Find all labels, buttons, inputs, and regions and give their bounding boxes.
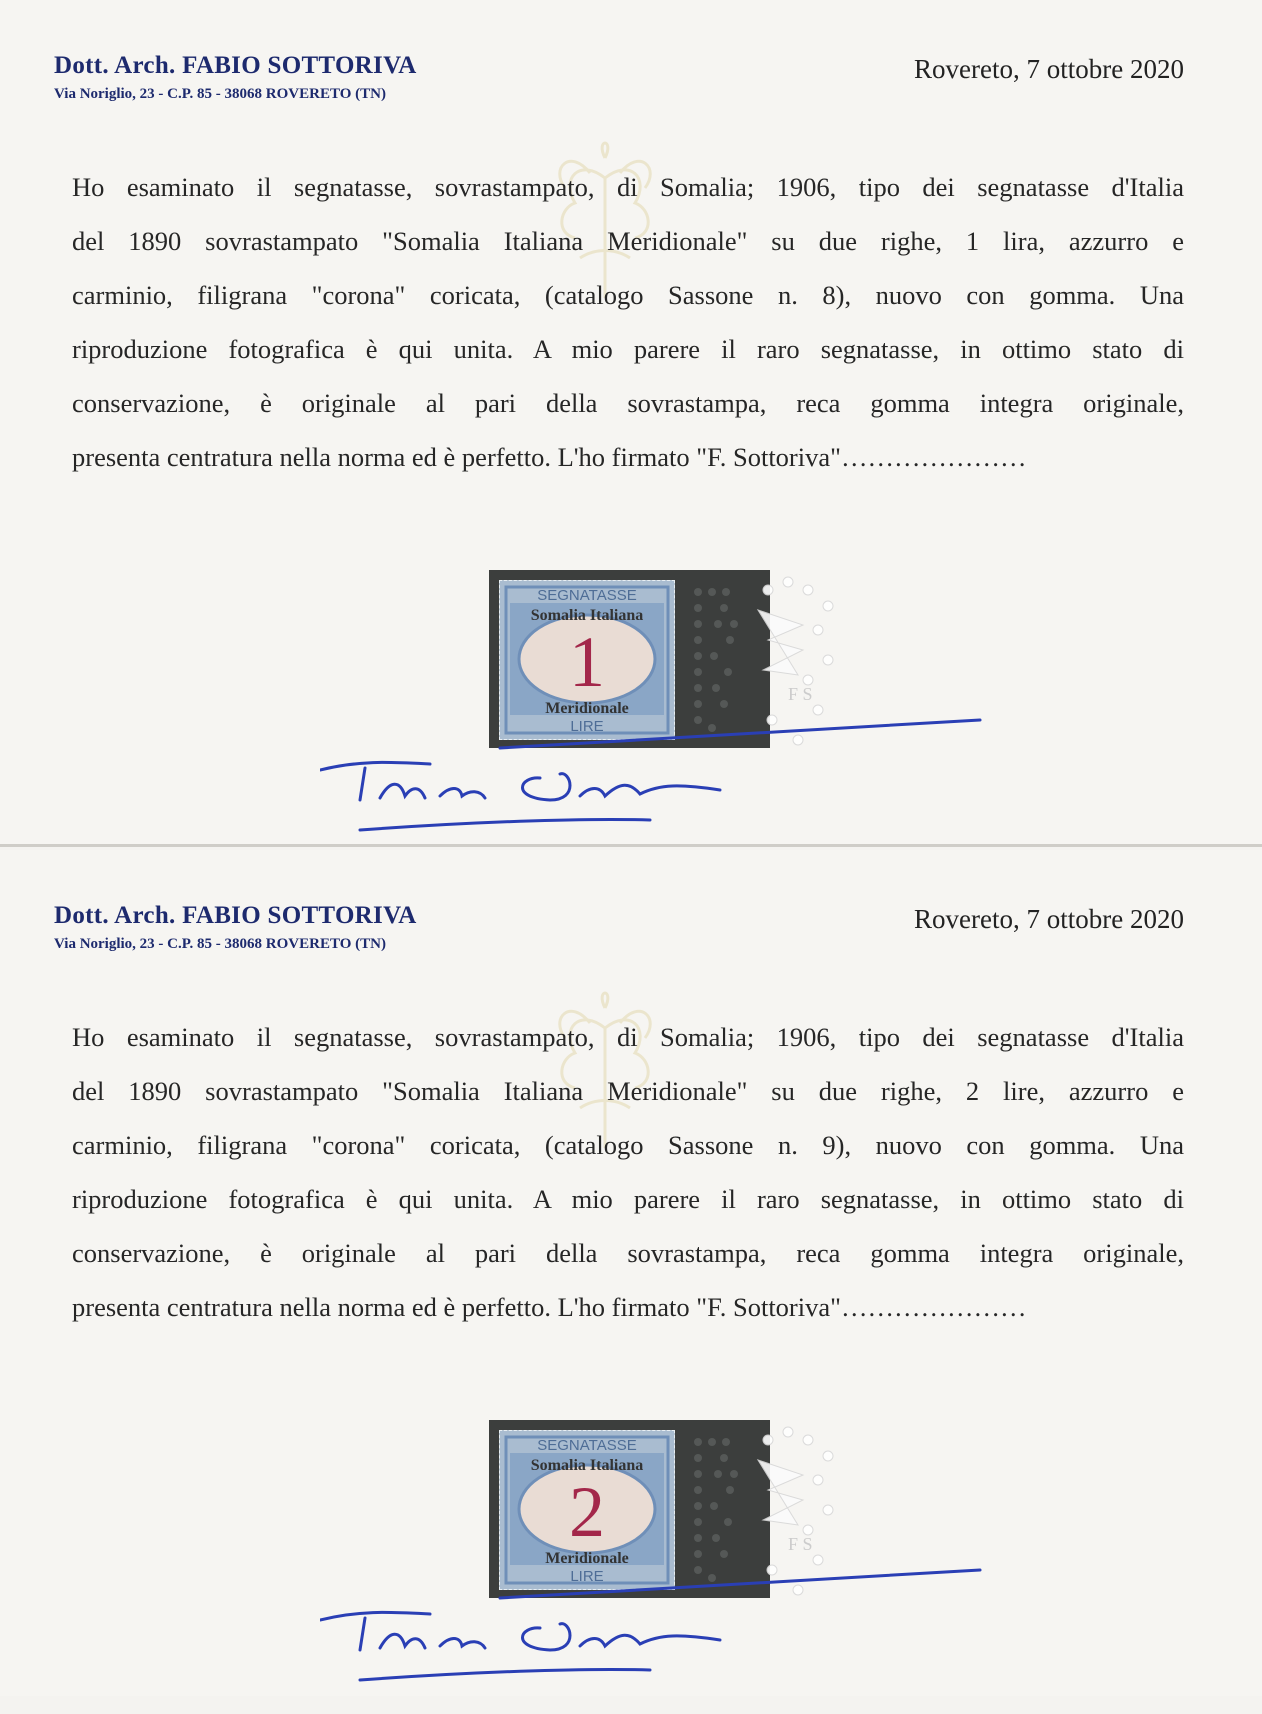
certificate-body xyxy=(72,1010,1184,1334)
body-line: presenta centratura nella norma ed è perfetto. L'ho firmato "F. Sottoriva"………………… xyxy=(72,442,1027,472)
body-line: presenta centratura nella norma ed è perfetto. L'ho firmato "F. Sottoriva"………………… xyxy=(72,1292,1027,1322)
body-line: carminio, filigrana "corona" coricata, (catalogo Sassone n. 9), nuovo con gomma. Una xyxy=(72,1130,1184,1160)
letterhead-name: Dott. Arch. FABIO SOTTORIVA xyxy=(54,52,417,79)
certificate-body xyxy=(72,160,1184,484)
stamp-top-label: SEGNATASSE xyxy=(537,1437,637,1454)
stamp-numeral: 2 xyxy=(569,1472,605,1552)
signature xyxy=(320,690,1080,840)
stamp-numeral: 1 xyxy=(569,622,605,702)
body-line: Ho esaminato il segnatasse, sovrastampato, di Somalia; 1906, tipo dei segnatasse d'Italia xyxy=(72,172,1184,202)
certificate-date: Rovereto, 7 ottobre 2020 xyxy=(914,54,1184,84)
emboss-letters: F S xyxy=(788,1534,813,1554)
stamp-overprint-1: Somalia Italiana xyxy=(530,607,644,624)
stamp-top-label: SEGNATASSE xyxy=(537,587,637,604)
emboss-letters: F S xyxy=(788,684,813,704)
body-line: del 1890 sovrastampato "Somalia Italiana Meridionale" su due righe, 1 lira, azzurro e xyxy=(72,226,1184,256)
body-line: conservazione, è originale al pari della sovrastampa, reca gomma integra originale, xyxy=(72,1238,1184,1268)
letterhead-address: Via Noriglio, 23 - C.P. 85 - 38068 ROVERETO (TN) xyxy=(54,86,386,102)
certificate-1 xyxy=(0,0,1262,846)
stamp-bottom-label: LIRE xyxy=(570,1568,604,1585)
body-line: Ho esaminato il segnatasse, sovrastampato, di Somalia; 1906, tipo dei segnatasse d'Italia xyxy=(72,1022,1184,1052)
certificate-divider xyxy=(0,844,1262,847)
body-line: carminio, filigrana "corona" coricata, (catalogo Sassone n. 8), nuovo con gomma. Una xyxy=(72,280,1184,310)
letterhead-address: Via Noriglio, 23 - C.P. 85 - 38068 ROVERETO (TN) xyxy=(54,936,386,952)
certificate-2 xyxy=(0,850,1262,1696)
stamp-overprint-2: Meridionale xyxy=(545,1550,629,1567)
letterhead-name: Dott. Arch. FABIO SOTTORIVA xyxy=(54,902,417,929)
body-line: riproduzione fotografica è qui unita. A mio parere il raro segnatasse, in ottimo stato di xyxy=(72,1184,1184,1214)
stamp-overprint-1: Somalia Italiana xyxy=(530,1457,644,1474)
signature-text: Fabio Sottoriva xyxy=(700,1680,707,1681)
body-line: conservazione, è originale al pari della sovrastampa, reca gomma integra originale, xyxy=(72,388,1184,418)
body-line: riproduzione fotografica è qui unita. A mio parere il raro segnatasse, in ottimo stato di xyxy=(72,334,1184,364)
signature-text: Fabio Sottoriva xyxy=(700,830,707,831)
stamp-bottom-label: LIRE xyxy=(570,718,604,735)
body-line: del 1890 sovrastampato "Somalia Italiana Meridionale" su due righe, 2 lire, azzurro e xyxy=(72,1076,1184,1106)
signature xyxy=(320,1540,1080,1690)
certificate-date: Rovereto, 7 ottobre 2020 xyxy=(914,904,1184,934)
stamp-overprint-2: Meridionale xyxy=(545,700,629,717)
